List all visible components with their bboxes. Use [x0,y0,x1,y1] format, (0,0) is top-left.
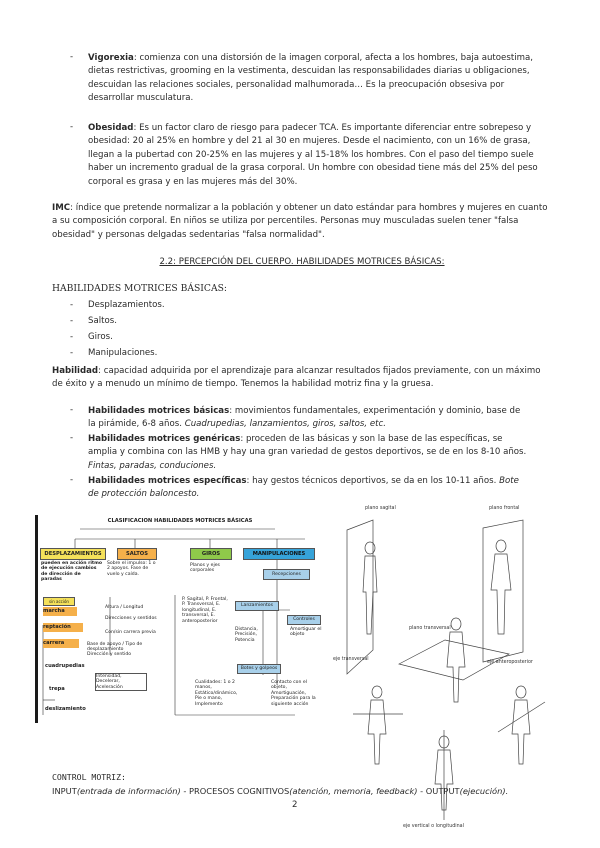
page-number: 2 [292,800,298,810]
chart-misc-2: Direcciones y sentidos [105,616,157,621]
imc-text: : índice que pretende normalizar a la población y obtener un dato estándar para hombres y mujeres en cuanto a su composición corporal. En niños se utiliza por percentiles. Personas muy musculadas suelen tener "falsa obesidad" y personas delgadas sedentarias "falsa normalidad". [52,203,548,240]
list-item: - Desplazamientos. [70,300,165,310]
label-eje-anteroposterior: eje anteroposterior [487,660,533,665]
imc-paragraph [52,202,552,242]
list-item: - Manipulaciones. [70,348,158,358]
bullet-dash: - [70,475,74,485]
label-eje-vertical: eje vertical o longitudinal [403,824,464,829]
habilidad-paragraph [52,365,552,392]
chart-misc-3: Con/sin carrera previa [105,630,156,635]
label-plano-sagital: plano sagital [365,506,396,511]
chart-misc-7: Intensidad, Decelerar, Aceleración [95,673,147,691]
chart-misc-4: Base de apoyo / Tipo de desplazamiento [87,642,143,653]
chart-lanz-desc: Distancia, Precisión, Potencia [235,627,258,643]
control-motriz-line: INPUT(entrada de información) - PROCESOS COGNITIVOS(atención, memoria, feedback) - OUTPUT(ejecución). [52,786,509,796]
chart-misc-5: Dirección y sentido [87,652,132,657]
vigorexia-term: Vigorexia [88,53,134,63]
classification-chart-image [35,515,327,723]
chart-manipulaciones: MANIPULACIONES [243,548,315,560]
chart-misc-6: Cualidades: 1 o 2 manos, Estático/dinámico, Pie o mano, Implemento [195,680,238,707]
chart-cuadrupedias: cuadrupedias [45,663,85,669]
list-item: - Giros. [70,332,113,342]
chart-lanzamientos: Lanzamientos [235,601,279,611]
chart-giros: GIROS [190,548,232,560]
hmb-basicas-paragraph: Habilidades motrices básicas: movimientos fundamentales, experimentación y dominio, base de la pirámide, 6-8 años. Cuadrupedias, lanzamientos, giros, saltos, etc. [88,406,521,430]
chart-controles: Controles [287,615,321,625]
chart-deslizamiento: deslizamiento [45,706,86,712]
chart-title: CLASIFICACION HABILIDADES MOTRICES BÁSICAS [107,518,253,524]
chart-botes-desc: Contacto con el objeto, Amortiguación, Preparación para la siguiente acción [271,680,316,707]
hmb-list [70,297,165,361]
hmb-especificas-paragraph: Habilidades motrices específicas: hay gestos técnicos deportivos, se da en los 10-11 años. Bote de protección baloncesto. [88,476,519,500]
chart-desp-sub: sin acción [43,597,75,606]
chart-giros-list: P. Sagital, P. Frontal, P. Transversal, E. longitudinal, E. transversal, E. anteroposterior [182,597,228,624]
imc-term: IMC [52,203,71,213]
section-heading: 2.2: PERCEPCIÓN DEL CUERPO. HABILIDADES MOTRICES BÁSICAS: [159,257,445,267]
bullet-dash: - [70,122,74,132]
vigorexia-paragraph [88,52,548,106]
chart-desp-desc: pueden en acción ritmo de ejecución cambios de dirección de paradas [41,561,103,583]
chart-trepa: trepa [49,686,65,692]
obesidad-text: : Es un factor claro de riesgo para padecer TCA. Es importante diferenciar entre sobrepeso y obesidad: 20 al 25% en hombre y del 21 al 30 en mujeres. Desde el nacimiento, con un 16% de grasa, llegan a la pubertad con 20-25% en las mujeres y al 15-18% los hombres. Con el paso del tiempo suele haber un incremento gradual de la grasa corporal. Un hombre con obesidad tiene más del 25% del peso corporal es grasa y en las mujeres más del 30%. [88,123,538,187]
obesidad-term: Obesidad [88,123,134,133]
hmb-title: HABILIDADES MOTRICES BÁSICAS: [52,283,227,294]
chart-giros-desc: Planos y ejes corporales [190,563,220,574]
chart-recep-desc: Amortiguar el objeto [290,627,322,638]
list-item: - Saltos. [70,316,117,326]
chart-saltos: SALTOS [117,548,157,560]
obesidad-paragraph [88,122,550,189]
hmb-genericas-paragraph: Habilidades motrices genéricas: proceden de las básicas y son la base de las específicas, se amplia y combina con las HMB y hay una gran variedad de gestos deportivos, se de en los 8-10 años. Fintas, paradas, conduciones. [88,434,527,471]
label-eje-transversal: eje transversal [333,657,369,662]
chart-botes: Botes y golpeos [237,664,281,674]
habilidad-text: : capacidad adquirida por el aprendizaje para alcanzar resultados fijados previamente, con un máximo de éxito y a menudo un mínimo de tiempo. Tenemos la habilidad motriz fina y la gruesa. [52,366,541,390]
label-plano-frontal: plano frontal [489,506,520,511]
chart-marcha: marcha [43,607,77,616]
bullet-dash: - [70,433,74,443]
bullet-dash: - [70,52,74,62]
chart-recepciones: Recepciones [263,569,310,580]
label-plano-transversal: plano transversal [409,626,451,631]
control-motriz-title: CONTROL MOTRIZ: [52,772,126,782]
chart-misc-1: Altura / Longitud [105,605,144,610]
chart-saltos-desc: Sobre el impulso: 1 o 2 apoyos. Fase de vuelo y caída. [107,561,156,577]
habilidad-term: Habilidad [52,366,99,376]
chart-desplazamientos: DESPLAZAMIENTOS [40,548,106,560]
chart-carrera: carrera [43,639,79,648]
vigorexia-text: : comienza con una distorsión de la imagen corporal, afecta a los hombres, baja autoestima, dietas restrictivas, grooming en la vestimenta, descuidan las responsabilidades diarias u obligaciones, descuidan las relaciones sociales, personalidad malhumorada… Es la preocupación obsesiva por desarrollar musculatura. [88,53,533,104]
chart-reptacion: reptación [43,623,83,632]
bullet-dash: - [70,405,74,415]
